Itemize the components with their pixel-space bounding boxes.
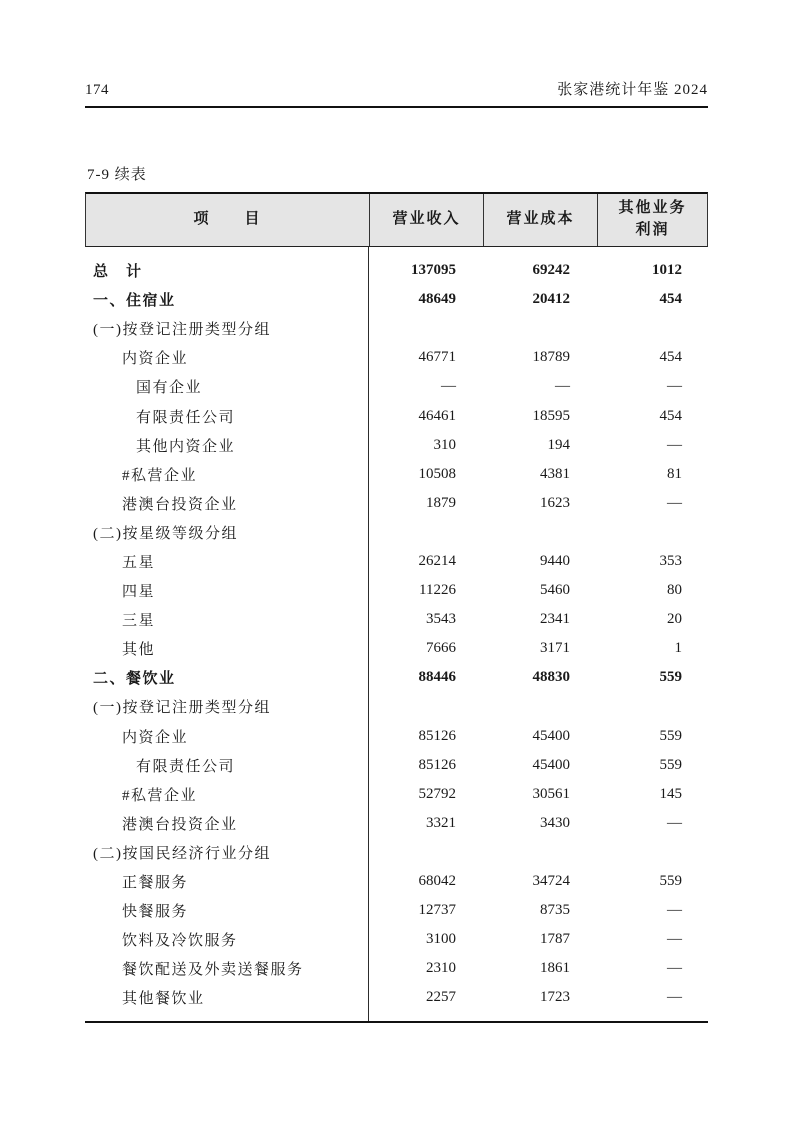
row-label: 港澳台投资企业 xyxy=(122,496,238,513)
row-value-other-business-profit: 20 xyxy=(667,611,682,628)
table-row xyxy=(85,343,708,372)
row-label: (二)按星级等级分组 xyxy=(93,525,238,542)
table-row xyxy=(85,547,708,576)
row-label: 港澳台投资企业 xyxy=(122,816,238,833)
statistics-table xyxy=(85,192,708,1023)
row-value-other-business-profit: 145 xyxy=(659,785,682,802)
column-header-other-business-profit xyxy=(597,194,707,246)
row-label: (一)按登记注册类型分组 xyxy=(93,700,271,717)
row-value-operating-revenue: 7666 xyxy=(426,640,456,657)
table-row xyxy=(85,256,708,285)
row-value-operating-revenue: 12737 xyxy=(418,902,456,919)
row-value-operating-cost: 48830 xyxy=(532,669,570,686)
row-value-other-business-profit: — xyxy=(667,902,682,919)
row-label: #私营企业 xyxy=(122,787,198,804)
yearbook-title: 张家港统计年鉴 2024 xyxy=(557,82,708,98)
row-value-other-business-profit: 559 xyxy=(659,873,682,890)
row-value-other-business-profit: — xyxy=(667,814,682,831)
row-value-other-business-profit: 1012 xyxy=(652,262,682,279)
row-value-other-business-profit: — xyxy=(667,494,682,511)
row-value-operating-cost: 1787 xyxy=(540,931,570,948)
row-value-other-business-profit: 559 xyxy=(659,669,682,686)
row-value-operating-cost: 1861 xyxy=(540,960,570,977)
table-row xyxy=(85,576,708,605)
table-row xyxy=(85,285,708,314)
row-value-operating-revenue: 3100 xyxy=(426,931,456,948)
row-value-operating-cost: 45400 xyxy=(532,756,570,773)
table-row xyxy=(85,780,708,809)
row-label: 总 计 xyxy=(93,264,143,281)
table-row xyxy=(85,692,708,721)
row-value-other-business-profit: 81 xyxy=(667,465,682,482)
row-label: 内资企业 xyxy=(122,729,189,746)
table-row xyxy=(85,401,708,430)
row-value-operating-revenue: 137095 xyxy=(411,262,456,279)
table-row xyxy=(85,605,708,634)
row-label: 五星 xyxy=(122,554,156,571)
row-value-operating-revenue: 48649 xyxy=(418,291,456,308)
table-row xyxy=(85,634,708,663)
column-header-operating-revenue-label: 营业收入 xyxy=(392,211,461,228)
table-row xyxy=(85,925,708,954)
table-row xyxy=(85,518,708,547)
row-value-operating-revenue: 26214 xyxy=(418,552,456,569)
row-label: 其他内资企业 xyxy=(136,438,236,455)
table-caption: 7-9 续表 xyxy=(87,167,147,183)
row-value-other-business-profit: 454 xyxy=(659,291,682,308)
table-row xyxy=(85,663,708,692)
row-value-operating-revenue: 11226 xyxy=(419,582,456,599)
row-label: 三星 xyxy=(122,613,156,630)
table-row xyxy=(85,809,708,838)
table-row xyxy=(85,838,708,867)
row-value-other-business-profit: — xyxy=(667,378,682,395)
row-label: 四星 xyxy=(122,584,156,601)
row-value-operating-revenue: 46771 xyxy=(418,349,456,366)
row-label: 国有企业 xyxy=(136,380,203,397)
row-value-operating-revenue: 10508 xyxy=(418,465,456,482)
row-label: (一)按登记注册类型分组 xyxy=(93,322,271,339)
row-value-operating-revenue: 2257 xyxy=(426,989,456,1006)
row-value-other-business-profit: — xyxy=(667,960,682,977)
row-value-operating-cost: 69242 xyxy=(532,262,570,279)
row-value-other-business-profit: 353 xyxy=(659,552,682,569)
row-value-operating-revenue: 310 xyxy=(433,436,456,453)
row-label: 正餐服务 xyxy=(122,875,189,892)
row-value-operating-cost: 30561 xyxy=(532,785,570,802)
row-value-operating-cost: 2341 xyxy=(540,611,570,628)
table-row xyxy=(85,983,708,1012)
row-label: #私营企业 xyxy=(122,467,198,484)
row-value-operating-cost: 34724 xyxy=(532,873,570,890)
row-label: 饮料及冷饮服务 xyxy=(122,933,238,950)
column-header-item-label: 项 目 xyxy=(193,211,262,228)
row-value-operating-revenue: 3543 xyxy=(426,611,456,628)
row-value-operating-cost: 9440 xyxy=(540,552,570,569)
row-label: 一、住宿业 xyxy=(93,293,176,310)
row-value-operating-cost: 194 xyxy=(547,436,570,453)
table-row xyxy=(85,722,708,751)
row-value-operating-cost: 3430 xyxy=(540,814,570,831)
row-value-operating-cost: 5460 xyxy=(540,582,570,599)
table-row xyxy=(85,954,708,983)
table-row xyxy=(85,460,708,489)
page-number: 174 xyxy=(85,82,109,98)
table-body xyxy=(85,247,708,1023)
row-value-operating-cost: 1623 xyxy=(540,494,570,511)
row-value-operating-cost: 20412 xyxy=(532,291,570,308)
row-value-operating-cost: 4381 xyxy=(540,465,570,482)
row-label: 内资企业 xyxy=(122,351,189,368)
row-label: 其他餐饮业 xyxy=(122,991,205,1008)
row-value-other-business-profit: — xyxy=(667,989,682,1006)
row-value-operating-revenue: 1879 xyxy=(426,494,456,511)
row-value-operating-revenue: 85126 xyxy=(418,727,456,744)
table-row xyxy=(85,431,708,460)
row-value-operating-revenue: 68042 xyxy=(418,873,456,890)
table-row xyxy=(85,751,708,780)
row-value-operating-cost: 18789 xyxy=(532,349,570,366)
row-value-operating-revenue: 52792 xyxy=(418,785,456,802)
row-label: (二)按国民经济行业分组 xyxy=(93,845,271,862)
column-header-operating-revenue xyxy=(369,194,483,246)
table-header-row xyxy=(85,192,708,247)
row-value-operating-revenue: 88446 xyxy=(418,669,456,686)
row-value-operating-cost: 3171 xyxy=(540,640,570,657)
row-value-operating-revenue: — xyxy=(441,378,456,395)
column-header-operating-cost xyxy=(483,194,597,246)
row-value-operating-revenue: 85126 xyxy=(418,756,456,773)
row-value-other-business-profit: — xyxy=(667,436,682,453)
row-value-operating-revenue: 3321 xyxy=(426,814,456,831)
row-value-operating-revenue: 46461 xyxy=(418,407,456,424)
column-divider-line xyxy=(368,247,369,1021)
row-value-other-business-profit: — xyxy=(667,931,682,948)
row-value-operating-cost: 8735 xyxy=(540,902,570,919)
row-label: 其他 xyxy=(122,642,156,659)
row-label: 有限责任公司 xyxy=(136,758,236,775)
row-value-operating-cost: — xyxy=(555,378,570,395)
row-value-operating-cost: 18595 xyxy=(532,407,570,424)
table-row xyxy=(85,489,708,518)
row-label: 有限责任公司 xyxy=(136,409,236,426)
row-label: 二、餐饮业 xyxy=(93,671,176,688)
column-header-item xyxy=(86,194,369,246)
column-header-operating-cost-label: 营业成本 xyxy=(506,211,575,228)
row-value-other-business-profit: 559 xyxy=(659,727,682,744)
row-value-operating-revenue: 2310 xyxy=(426,960,456,977)
row-value-other-business-profit: 1 xyxy=(674,640,682,657)
row-value-other-business-profit: 454 xyxy=(659,407,682,424)
row-value-operating-cost: 45400 xyxy=(532,727,570,744)
row-value-operating-cost: 1723 xyxy=(540,989,570,1006)
row-value-other-business-profit: 559 xyxy=(659,756,682,773)
column-header-other-business-profit-line2: 利润 xyxy=(635,222,670,238)
column-header-other-business-profit-line1: 其他业务 xyxy=(618,200,687,217)
table-row xyxy=(85,896,708,925)
table-row xyxy=(85,867,708,896)
row-value-other-business-profit: 80 xyxy=(667,582,682,599)
row-value-other-business-profit: 454 xyxy=(659,349,682,366)
table-row xyxy=(85,314,708,343)
page-header xyxy=(85,78,708,108)
row-label: 快餐服务 xyxy=(122,904,189,921)
row-label: 餐饮配送及外卖送餐服务 xyxy=(122,962,304,979)
table-row xyxy=(85,372,708,401)
